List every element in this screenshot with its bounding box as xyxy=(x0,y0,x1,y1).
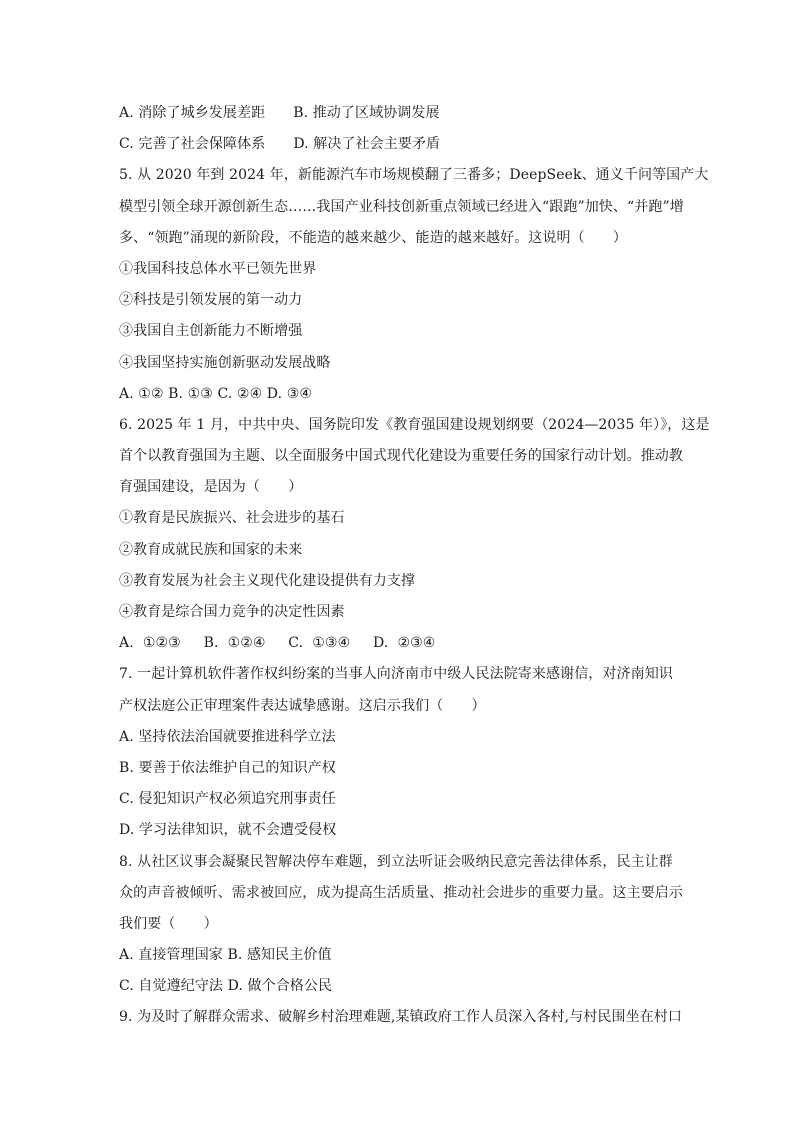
q6-statement: ①教育是民族振兴、社会进步的基石 xyxy=(119,510,345,527)
q8-stem-line: 8. 从社区议事会凝聚民智解决停车难题，到立法听证会吸纳民意完善法律体系，民主让群 xyxy=(119,853,673,870)
q8-options-row: A. 直接管理国家 B. 感知民主价值 xyxy=(119,947,332,964)
q7-option: A. 坚持依法治国就要推进科学立法 xyxy=(119,728,336,745)
q5-stem-line: 多、“领跑”涌现的新阶段，不能造的越来越少、能造的越来越好。这说明（ ） xyxy=(119,229,628,246)
q4-option-b: B. 推动了区域协调发展 xyxy=(293,105,440,121)
q6-stem-line: 6. 2025 年 1 月，中共中央、国务院印发《教育强国建设规划纲要（2024—2035 年）》，这是 xyxy=(119,416,710,433)
exam-page xyxy=(119,98,710,1034)
q4-option-d: D. 解决了社会主要矛盾 xyxy=(293,136,441,153)
q8-options-row: C. 自觉遵纪守法 D. 做个合格公民 xyxy=(119,978,333,995)
q6-statement: ②教育成就民族和国家的未来 xyxy=(119,541,303,558)
q9-stem-line: 9. 为及时了解群众需求、破解乡村治理难题,某镇政府工作人员深入各村,与村民围坐在村口 xyxy=(119,1009,683,1026)
q8-stem-line: 众的声音被倾听、需求被回应，成为提高生活质量、推动社会进步的重要力量。这主要启示 xyxy=(119,884,683,901)
q7-option: B. 要善于依法维护自己的知识产权 xyxy=(119,759,336,776)
q8-stem-line: 我们要（ ） xyxy=(119,915,218,932)
q5-stem-line: 模型引领全球开源创新生态……我国产业科技创新重点领域已经进入“跟跑”加快、“并跑”增 xyxy=(119,198,684,215)
q7-stem-line: 产权法庭公正审理案件表达诚挚感谢。这启示我们（ ） xyxy=(119,697,486,714)
q6-statement: ③教育发展为社会主义现代化建设提供有力支撑 xyxy=(119,572,416,589)
q7-option: C. 侵犯知识产权必须追究刑事责任 xyxy=(119,791,336,808)
q6-statement: ④教育是综合国力竞争的决定性因素 xyxy=(119,604,345,620)
q5-statement: ②科技是引领发展的第一动力 xyxy=(119,292,303,309)
q5-statement: ①我国科技总体水平已领先世界 xyxy=(119,260,317,277)
q5-statement: ③我国自主创新能力不断增强 xyxy=(119,323,303,340)
q4-options-row-1 xyxy=(119,98,679,129)
q4-option-a: A. 消除了城乡发展差距 xyxy=(119,105,266,121)
q7-option: D. 学习法律知识，就不会遭受侵权 xyxy=(119,822,337,839)
q6-options: A. ①②③ B. ①②④ C. ①③④ D. ②③④ xyxy=(119,635,436,652)
q5-statement: ④我国坚持实施创新驱动发展战略 xyxy=(119,354,331,371)
q6-stem-line: 育强国建设，是因为（ ） xyxy=(119,479,303,496)
q5-options: A. ①② B. ①③ C. ②④ D. ③④ xyxy=(119,385,312,402)
q6-stem-line: 首个以教育强国为主题、以全面服务中国式现代化建设为重要任务的国家行动计划。推动教 xyxy=(119,448,683,465)
q4-options-row-2 xyxy=(119,129,679,160)
q5-stem-line: 5. 从 2020 年到 2024 年，新能源汽车市场规模翻了三番多；DeepSeek、通义千问等国产大 xyxy=(119,167,709,184)
q4-option-c: C. 完善了社会保障体系 xyxy=(119,136,266,153)
q7-stem-line: 7. 一起计算机软件著作权纠纷案的当事人向济南市中级人民法院寄来感谢信，对济南知识 xyxy=(119,666,673,683)
